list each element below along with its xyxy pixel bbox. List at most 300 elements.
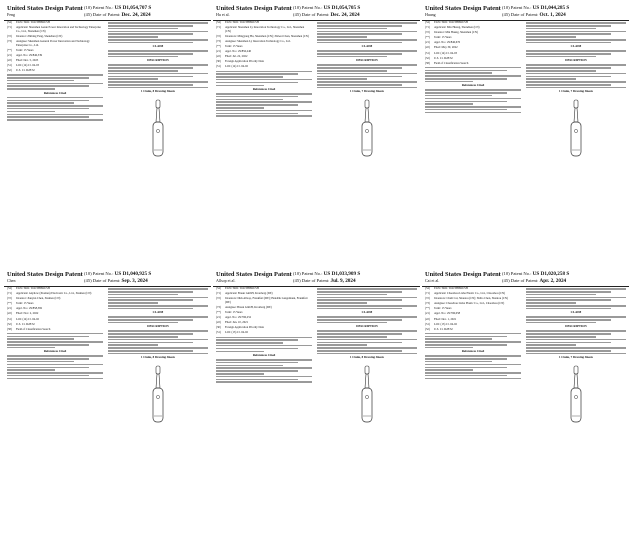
patent-inventor: Feng [7,12,15,17]
field-text: Appl. No.: 29/796,252 [225,315,252,320]
text-line [425,89,521,91]
field-text: U.S. Cl. D28/32 [434,55,453,60]
text-line [526,291,611,293]
field-code: (22) [7,57,12,62]
left-column [216,287,312,384]
text-line [317,302,367,304]
field-text: Appl. No.: 29/856,240 [225,49,252,54]
text-line [526,319,611,321]
bib-field [7,40,103,47]
text-line [526,78,576,80]
field-code: (21) [216,49,221,54]
field-code: (71) [7,291,12,296]
field-text: Field of Classification Search [434,60,469,65]
text-line [7,378,103,380]
text-line [108,342,193,344]
text-line [317,316,417,318]
field-code: (71) [7,25,12,30]
field-text: LOC (14) Cl. 04-03 [16,63,39,68]
field-code: (51) [216,64,221,69]
field-text: Appl. No.: 29/796,058 [434,311,461,316]
field-text: Foreign Application Priority Data [225,325,264,330]
claim-heading: CLAIM [361,44,373,49]
claim-heading: CLAIM [570,310,582,315]
text-line [108,76,193,78]
text-line [526,67,611,69]
patent-body [422,21,629,266]
field-code: (52) [425,326,430,331]
text-line [425,358,507,360]
bib-field [425,318,521,322]
text-line [7,88,55,90]
field-text: ELECTRIC TOOTHBRUSH [225,286,259,290]
patent-number-row [502,271,569,277]
text-line [526,76,611,78]
text-line [216,342,283,344]
patent-date-row [293,278,356,284]
text-line [526,87,626,89]
text-line [7,355,103,357]
field-text: Applicant: Shenzhen Genie Power Innovation and Technology Enterprise Co., Ltd., Shenzhen (CN) [16,25,101,33]
field-code: (72) [216,296,221,301]
field-code: (**) [425,35,430,40]
text-line [216,359,312,361]
text-line [425,369,473,371]
text-line [425,106,521,108]
patent-inventor: Allsop et al. [216,278,236,283]
text-line [317,336,387,338]
field-code: (71) [216,291,221,296]
left-column [425,287,521,381]
text-line [425,101,507,103]
field-code: (52) [425,55,430,60]
text-line [108,353,208,355]
text-line [7,77,89,79]
field-code: (54) [216,20,221,24]
text-line [317,344,367,346]
bib-field [425,312,521,316]
text-line [526,336,596,338]
text-line [317,353,417,355]
text-line [216,381,312,383]
field-code: (**) [7,47,12,52]
patent-date-row [84,12,151,18]
field-text: Inventors: Dirk Allsop, Frankfurt (DE); Hendrik Langemann, Frankfurt (DE) [225,296,308,304]
field-text: Applicant: Min Huang, Shenzhen (CN) [434,25,480,30]
text-line [108,31,208,33]
text-line [7,336,89,338]
patent-page [213,270,420,532]
claim-heading: CLAIM [152,44,164,49]
patent-header [422,4,629,21]
text-line [7,338,74,340]
text-line [108,81,208,83]
bib-field [7,69,103,73]
text-line [425,341,521,343]
text-line [7,108,89,110]
text-line [216,85,264,87]
text-line [108,297,208,299]
bib-field [7,49,103,53]
field-code: (**) [425,306,430,311]
patent-title: United States Design Patent [7,271,83,278]
text-line [108,308,193,310]
text-line [526,294,596,296]
patent-page [422,270,629,532]
field-text: Appl. No.: 29/846,676 [434,40,461,45]
text-line [317,299,402,301]
field-code: (51) [7,316,12,321]
field-code: (72) [7,33,12,38]
text-line [317,294,387,296]
text-line [526,81,626,83]
text-line [317,56,387,58]
field-text: Applicant: Chaozhou Lisha Plastic Co., Ltd., Chaozhou (CN) [434,291,506,296]
text-line [108,322,178,324]
text-line [108,336,178,338]
text-line [526,22,626,24]
description-heading: DESCRIPTION [356,58,378,63]
text-line [216,362,298,364]
bib-field [216,297,312,304]
text-line [216,351,264,353]
field-text: Term: 15 Years [225,44,243,49]
text-line [317,305,417,307]
text-line [108,73,208,75]
field-code: (54) [7,20,12,24]
text-line [317,36,367,38]
patent-date: Apr. 2, 2024 [539,278,567,284]
text-line [526,302,576,304]
text-line [317,70,387,72]
patent-header [213,4,420,21]
field-text: Filed: Jun. 10, 2021 [225,320,249,325]
left-column [7,21,103,122]
text-line [526,308,611,310]
field-text: LOC (14) Cl. 04-02 [225,64,248,69]
claim-heading: CLAIM [152,310,164,315]
text-line [317,339,417,341]
patent-number: US D1,033,909 S [323,271,361,277]
text-line [425,344,507,346]
field-text: LOC (14) Cl. 04-02 [16,316,39,321]
text-line [108,39,208,41]
field-code: (72) [216,33,221,38]
patent-date-row [502,278,566,284]
field-code: (54) [425,286,430,290]
patent-body [4,21,211,266]
text-line [526,316,626,318]
toothbrush-drawing-icon [145,364,171,426]
field-code: (72) [425,30,430,35]
patent-date-row [502,12,566,18]
field-code: (73) [216,38,221,43]
text-line [7,80,74,82]
patent-inventor: Cai et al. [425,278,440,283]
toothbrush-drawing-icon [145,98,171,160]
bib-field [425,328,521,332]
field-code: (58) [7,326,12,331]
text-line [526,288,626,290]
field-code: (71) [425,291,430,296]
patent-date: Oct. 1, 2024 [539,12,566,18]
text-line [425,333,521,335]
field-text: U.S. Cl. D28/32 [434,326,453,331]
field-text: Inventor: Zhibing Feng, Shenzhen (CN) [16,33,63,38]
text-line [108,288,208,290]
text-line [425,78,507,80]
field-text: Field of Classification Search [16,326,51,331]
field-text: Appl. No.: 29/858,382 [16,306,43,311]
patent-title: United States Design Patent [216,5,292,12]
text-line [7,358,89,360]
patent-inventor: Hu et al. [216,12,230,17]
text-line [317,31,417,33]
bib-field [425,57,521,61]
field-text: Term: 15 Years [225,310,243,315]
text-line [216,107,264,109]
text-line [425,112,521,114]
patent-number-label: (10) Patent No.: [84,5,114,10]
bib-field [216,65,312,69]
text-line [425,372,521,374]
field-text: Applicant: Anyhow (Xiamen) Electronic Co., Ltd., Xiamen (CN) [16,291,92,296]
text-line [526,36,576,38]
text-line [317,76,402,78]
text-line [317,330,417,332]
field-code: (21) [7,52,12,57]
text-line [108,87,208,89]
text-line [425,75,521,77]
field-code: (71) [425,25,430,30]
field-text: Appl. No.: 29/846,539 [16,52,43,57]
text-line [317,87,417,89]
field-code: (**) [7,301,12,306]
patent-date-label: (45) Date of Patent: [502,278,539,283]
text-line [7,74,103,76]
field-text: U.S. Cl. D28/32 [16,68,35,73]
patent-number-row [293,5,360,11]
text-line [425,70,507,72]
text-line [108,64,208,66]
text-line [317,291,402,293]
text-line [108,53,193,55]
text-line [216,379,298,381]
right-column [317,287,417,426]
field-code: (52) [7,68,12,73]
text-line [425,338,492,340]
text-line [317,333,402,335]
text-line [108,42,193,44]
references-heading: References Cited [252,353,276,358]
text-line [216,348,298,350]
text-line [317,347,417,349]
bib-field [425,62,521,66]
text-line [317,53,402,55]
patent-header [4,4,211,21]
patent-inventor: Huang [425,12,436,17]
patent-date: Dec. 24, 2024 [330,12,360,18]
claim-heading: CLAIM [570,44,582,49]
field-code: (**) [216,44,221,49]
field-code: (21) [425,311,430,316]
field-code: (51) [425,321,430,326]
patent-date-label: (45) Date of Patent: [84,12,121,17]
text-line [108,84,193,86]
claims-footer: 1 Claim, 8 Drawing Sheets [141,89,175,94]
field-text: ELECTRIC TOOTHBRUSH [434,20,468,24]
text-line [7,97,103,99]
description-heading: DESCRIPTION [356,324,378,329]
text-line [526,73,626,75]
patent-date-label: (45) Date of Patent: [84,278,121,283]
patent-header [4,270,211,287]
text-line [317,73,417,75]
text-line [216,101,312,103]
text-line [108,339,208,341]
patent-number: US D1,054,707 S [114,5,152,11]
patent-date: Dec. 24, 2024 [121,12,151,18]
field-code: (21) [216,315,221,320]
text-line [526,33,611,35]
patent-number-label: (10) Patent No.: [84,271,114,276]
text-line [526,353,626,355]
references-heading: References Cited [43,349,67,354]
toothbrush-drawing-icon [563,364,589,426]
text-line [526,31,626,33]
text-line [216,76,283,78]
description-heading: DESCRIPTION [565,58,587,63]
text-line [526,297,626,299]
text-line [216,115,312,117]
text-line [108,56,178,58]
text-line [425,67,521,69]
patent-number-label: (10) Patent No.: [293,5,323,10]
text-line [425,361,492,363]
text-line [526,56,596,58]
patent-body [213,287,420,532]
field-text: Assignee: Chaozhou Lisha Plastic Co., Ltd., Chaozhou (CN) [434,301,505,306]
text-line [526,42,611,44]
patent-title: United States Design Patent [425,5,501,12]
right-column [108,287,208,426]
left-column [216,21,312,118]
text-line [216,82,298,84]
field-text: Applicant: Braun GmbH, Kronberg (DE) [225,291,273,296]
field-text: LOC (14) Cl. 04-03 [434,50,457,55]
text-line [216,339,298,341]
patent-number-row [84,271,151,277]
patent-number-row [293,271,360,277]
patent-header [422,270,629,287]
field-code: (51) [216,330,221,335]
text-line [7,347,55,349]
patent-inventor: Chen [7,278,16,283]
patent-number: US D1,040,925 S [114,271,152,277]
text-line [317,350,402,352]
text-line [108,291,193,293]
patent-title: United States Design Patent [425,271,501,278]
text-line [317,64,417,66]
field-text: Filed: Dec. 5, 2023 [16,57,39,62]
text-line [7,344,89,346]
left-column [425,21,521,115]
field-code: (21) [425,40,430,45]
text-line [526,333,611,335]
text-line [7,114,103,116]
field-code: (71) [216,25,221,30]
text-line [425,92,507,94]
text-line [108,22,208,24]
text-line [7,105,103,107]
claim-heading: CLAIM [361,310,373,315]
text-line [108,305,208,307]
text-line [317,308,402,310]
text-line [526,350,611,352]
description-heading: DESCRIPTION [147,58,169,63]
text-line [108,333,193,335]
text-line [317,319,402,321]
text-line [317,78,367,80]
text-line [108,33,193,35]
claims-footer: 1 Claim, 7 Drawing Sheets [559,355,593,360]
text-line [216,99,283,101]
text-line [216,79,312,81]
text-line [7,333,103,335]
field-text: Assignee: Shenzhen General Power Innovation and Technology Enterprise Co., Ltd. [16,38,90,47]
text-line [108,316,208,318]
field-text: Assignee: Braun GmbH, Kronberg (DE) [225,304,272,309]
field-text: Filed: Dec. 1, 2021 [434,316,457,321]
text-line [526,53,611,55]
field-text: ELECTRIC TOOTHBRUSH [16,286,50,290]
text-line [216,104,298,106]
text-line [317,50,417,52]
field-text: Filed: May 30, 2022 [434,45,458,50]
references-heading: References Cited [461,349,485,354]
text-line [317,297,417,299]
patent-title: United States Design Patent [216,271,292,278]
field-text: Inventor: Jianyun Chen, Xiamen (CN) [16,296,61,301]
text-line [216,367,312,369]
patent-date: Sep. 3, 2024 [121,278,148,284]
field-text: Term: 15 Years [434,306,452,311]
field-text: U.S. Cl. D28/32 [16,321,35,326]
text-line [526,347,626,349]
field-code: (54) [7,286,12,290]
text-line [216,370,298,372]
text-line [317,84,402,86]
right-column [317,21,417,160]
field-text: Inventors: Chuli Cai, Shantou (CN); Shibo Chen, Shantou (CN) [434,296,508,301]
bib-field [425,323,521,327]
text-line [526,84,611,86]
field-text: Inventor: Min Huang, Shenzhen (CN) [434,30,478,35]
text-line [108,350,193,352]
patent-body [4,287,211,532]
text-line [526,299,611,301]
text-line [108,36,158,38]
text-line [425,367,507,369]
text-line [7,375,89,377]
patent-number-row [84,5,151,11]
field-text: Term: 15 Years [16,47,34,52]
patent-number-label: (10) Patent No.: [502,5,532,10]
field-text: Term: 15 Years [16,301,34,306]
patent-page [4,4,211,266]
field-text: Foreign Application Priority Data [225,59,264,64]
text-line [425,109,507,111]
